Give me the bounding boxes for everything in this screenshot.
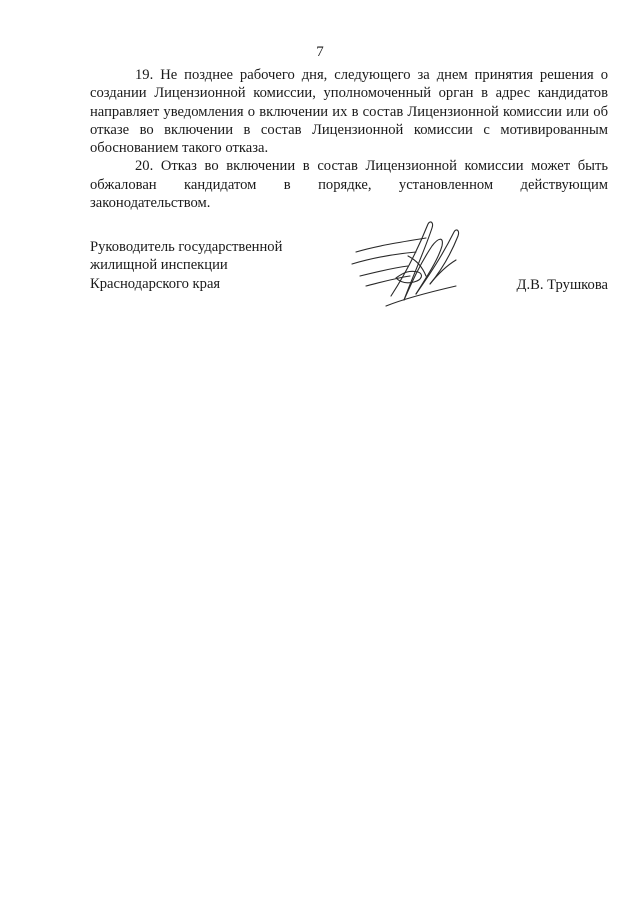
signer-name: Д.В. Трушкова [516,277,608,293]
paragraph-19: 19. Не позднее рабочего дня, следующего за днем принятия решения о создании Лицензионной комиссии, уполномоченный орган в адрес кандидатов направляет уведомления о включении их в состав Лицензионной комиссии или об отказе во включении в состав Лицензионной комиссии с мотивированным обоснованием такого отказа. [90,67,608,157]
signature-block [90,238,608,318]
page-number: 7 [316,44,324,60]
signer-title-line: жилищной инспекции [90,257,228,274]
signer-title-line: Краснодарского края [90,275,221,292]
signer-title [90,238,282,293]
signer-title-line: Руководитель государственной [90,239,283,255]
handwritten-signature [346,216,476,311]
body-text [90,66,608,212]
paragraph-20: 20. Отказ во включении в состав Лицензионной комиссии может быть обжалован кандидатом в порядке, установленном действующим законодательством. [90,158,608,212]
